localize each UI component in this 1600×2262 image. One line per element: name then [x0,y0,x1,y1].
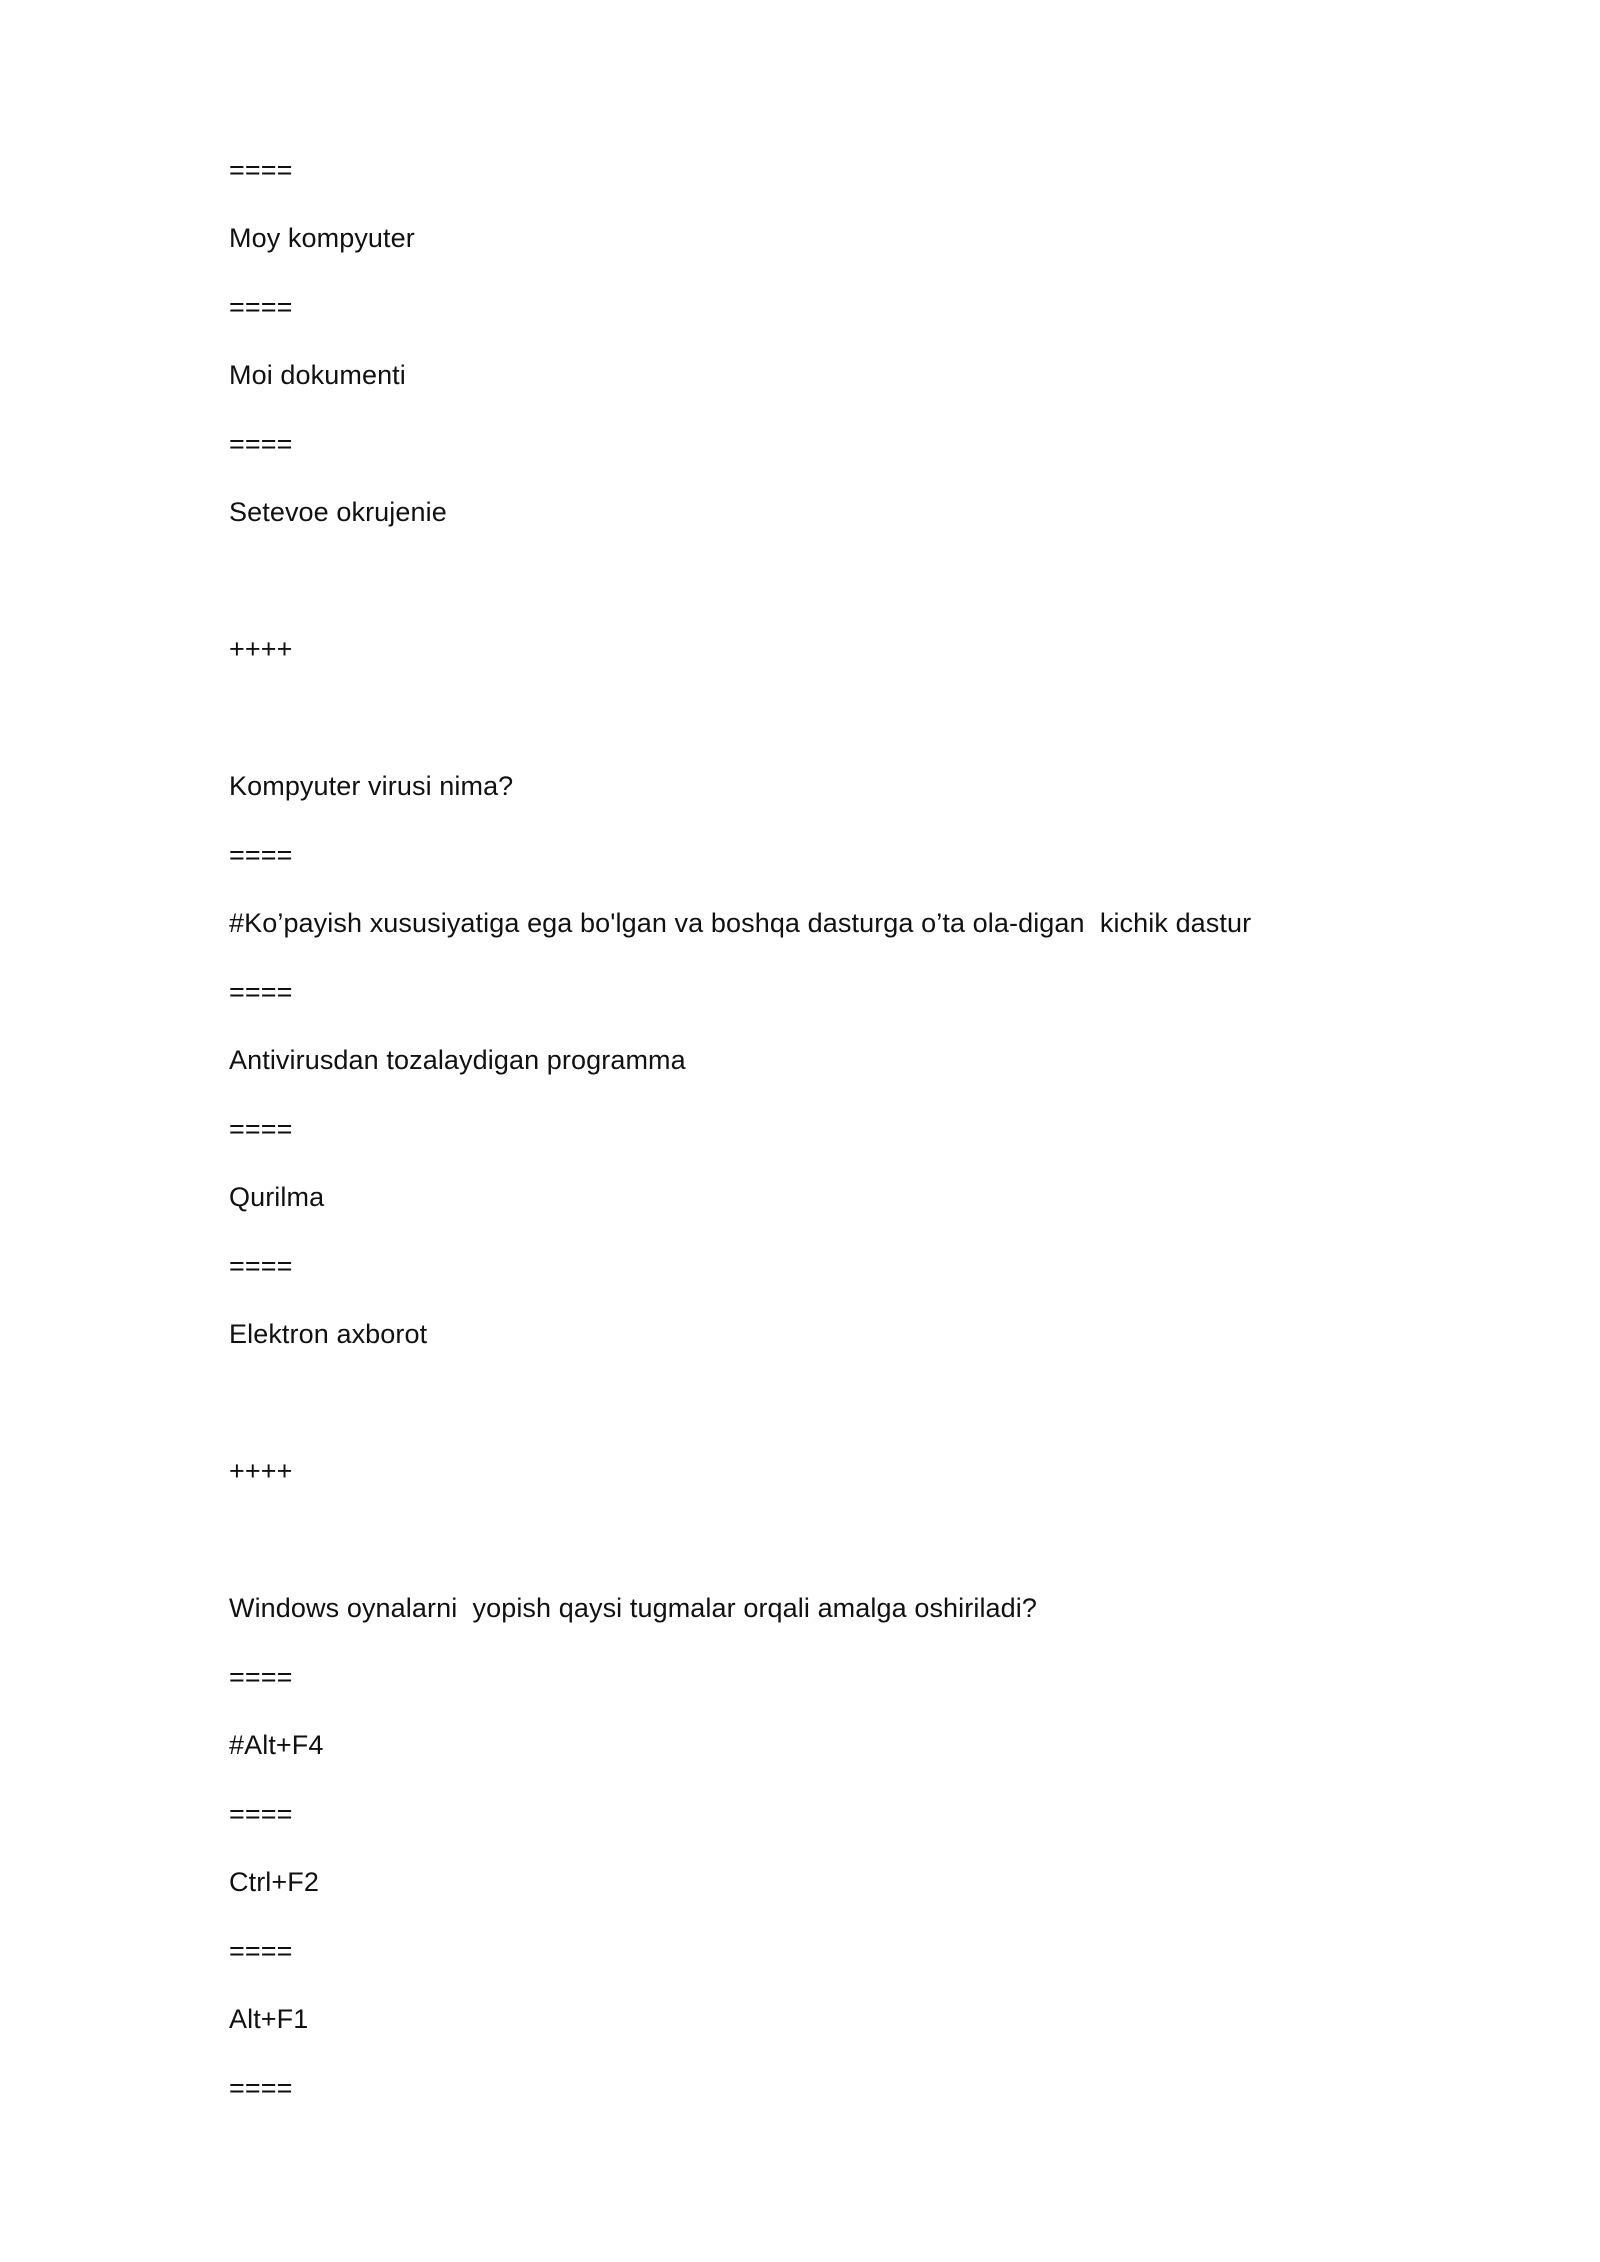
separator-line: ==== [229,977,293,1007]
separator-line: ==== [229,1799,293,1829]
separator-line: ==== [229,1114,293,1144]
question-text: Kompyuter virusi nima? [229,771,514,801]
separator-line: ==== [229,429,293,459]
answer-option: Moy kompyuter [229,223,415,253]
answer-option: Qurilma [229,1182,325,1212]
answer-option: Alt+F1 [229,2004,309,2034]
correct-answer-option: #Ko’payish xususiyatiga ega bo'lgan va boshqa dasturga o’ta ola-digan kichik dastur [229,908,1252,938]
correct-answer-option: #Alt+F4 [229,1730,324,1760]
answer-option: Elektron axborot [229,1319,428,1349]
answer-option: Setevoe okrujenie [229,497,447,527]
separator-line: ==== [229,2073,293,2103]
separator-line: ==== [229,155,293,185]
separator-line: ==== [229,1662,293,1692]
question-separator: ++++ [229,1456,293,1486]
answer-option: Moi dokumenti [229,360,406,390]
separator-line: ==== [229,1251,293,1281]
question-separator: ++++ [229,634,293,664]
answer-option: Antivirusdan tozalaydigan programma [229,1045,686,1075]
separator-line: ==== [229,292,293,322]
separator-line: ==== [229,840,293,870]
question-text: Windows oynalarni yopish qaysi tugmalar orqali amalga oshiriladi? [229,1593,1037,1623]
answer-option: Ctrl+F2 [229,1867,319,1897]
separator-line: ==== [229,1936,293,1966]
